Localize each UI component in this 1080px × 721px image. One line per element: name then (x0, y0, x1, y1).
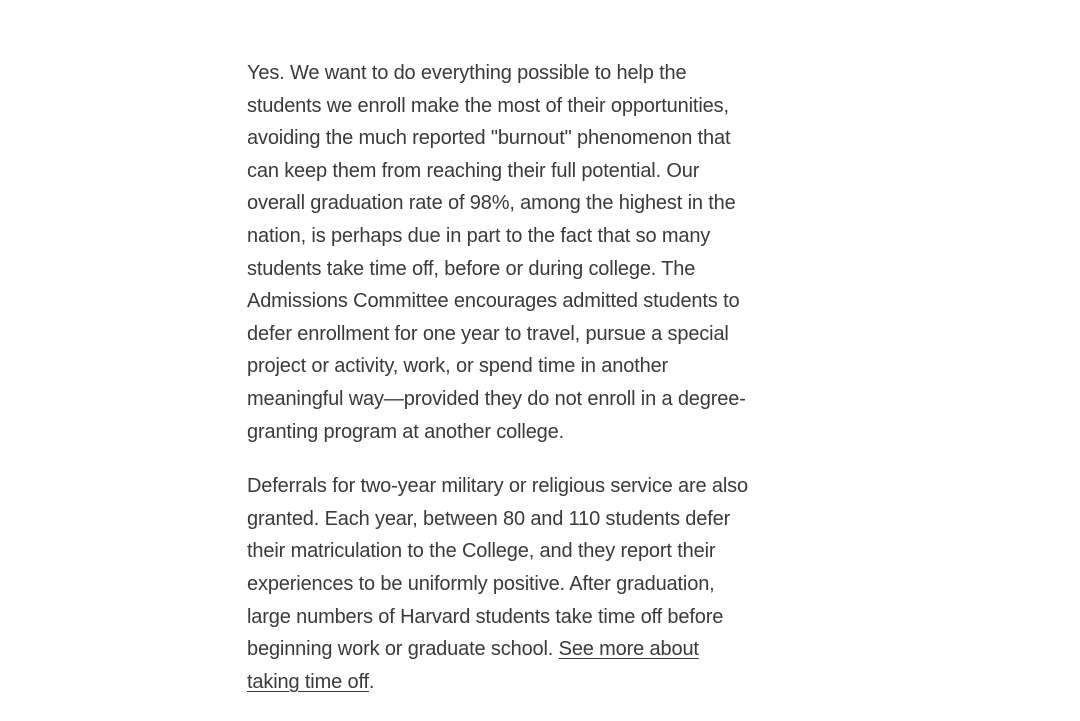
paragraph-line: project or activity, work, or spend time in another (247, 355, 669, 378)
paragraph-line-with-link (247, 633, 767, 666)
paragraph-line: large numbers of Harvard students take time off before (247, 605, 724, 628)
paragraph-line: granting program at another college. (247, 420, 565, 443)
paragraph-line: experiences to be uniformly positive. After graduation, (247, 572, 715, 595)
see-more-link[interactable]: See more about (558, 638, 699, 661)
paragraph-time-off (247, 57, 767, 448)
paragraph-line: Admissions Committee encourages admitted students to (247, 290, 740, 313)
paragraph-line: Yes. We want to do everything possible to help the (247, 62, 687, 84)
paragraph-line: nation, is perhaps due in part to the fact that so many (247, 224, 711, 247)
paragraph-text: beginning work or graduate school. (247, 638, 559, 661)
paragraph-line: defer enrollment for one year to travel, pursue a special (247, 322, 729, 345)
paragraph-line: meaningful way—provided they do not enroll in a degree- (247, 387, 746, 410)
paragraph-line: avoiding the much reported "burnout" phenomenon that (247, 127, 731, 150)
paragraph-line: Deferrals for two-year military or religious service are also (247, 475, 749, 498)
paragraph-line: granted. Each year, between 80 and 110 students defer (247, 507, 731, 530)
paragraph-line: students take time off, before or during college. The (247, 257, 696, 280)
paragraph-deferrals (247, 470, 767, 698)
article-body (247, 57, 767, 698)
trailing-period: . (368, 670, 375, 693)
see-more-link-continued[interactable]: taking time off (247, 670, 369, 693)
paragraph-line: students we enroll make the most of their opportunities, (247, 94, 729, 117)
paragraph-line: can keep them from reaching their full potential. Our (247, 159, 700, 182)
paragraph-line-with-link (247, 666, 767, 699)
paragraph-line: their matriculation to the College, and they report their (247, 540, 716, 563)
paragraph-line: overall graduation rate of 98%, among the highest in the (247, 192, 736, 215)
